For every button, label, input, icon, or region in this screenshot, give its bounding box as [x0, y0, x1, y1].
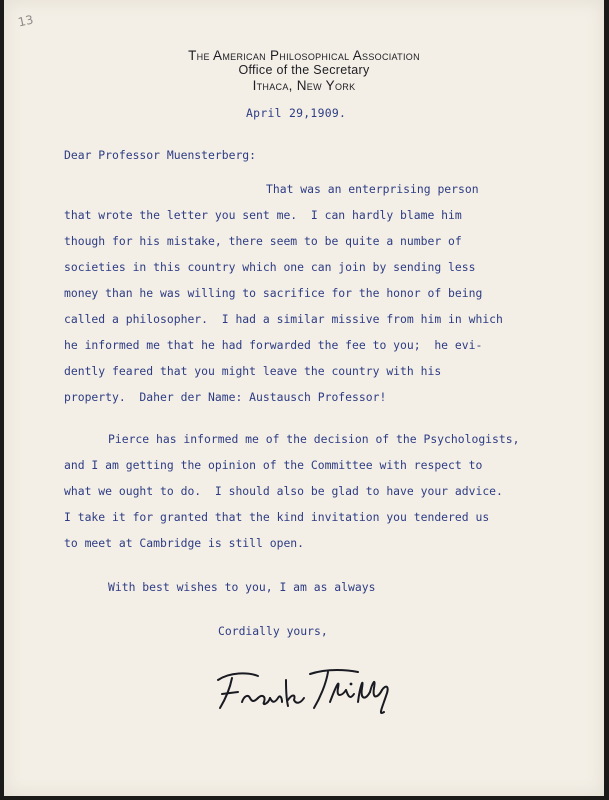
- body-line: called a philosopher. I had a similar missive from him in which: [64, 312, 503, 326]
- body-line: though for his mistake, there seem to be quite a number of: [64, 234, 462, 248]
- archive-number-annotation: 13: [16, 12, 35, 30]
- letter-date: April 29,1909.: [246, 106, 347, 120]
- letterhead: [4, 48, 604, 93]
- body-line: money than he was willing to sacrifice for the honor of being: [64, 286, 483, 300]
- letter-page: [4, 0, 604, 796]
- body-line: Pierce has informed me of the decision of the Psychologists,: [108, 432, 520, 446]
- body-line: what we ought to do. I should also be glad to have your advice.: [64, 484, 503, 498]
- body-line: and I am getting the opinion of the Committee with respect to: [64, 458, 483, 472]
- closing: Cordially yours,: [218, 624, 328, 638]
- body-line: to meet at Cambridge is still open.: [64, 536, 305, 550]
- body-line: societies in this country which one can join by sending less: [64, 260, 476, 274]
- body-line: property. Daher der Name: Austausch Professor!: [64, 390, 387, 404]
- letterhead-organization: The American Philosophical Association: [188, 48, 420, 63]
- body-line: That was an enterprising person: [266, 182, 479, 196]
- body-line: I take it for granted that the kind invitation you tendered us: [64, 510, 490, 524]
- body-line: he informed me that he had forwarded the fee to you; he evi-: [64, 338, 483, 352]
- body-line: With best wishes to you, I am as always: [108, 580, 376, 594]
- body-line: dently feared that you might leave the country with his: [64, 364, 442, 378]
- body-line: that wrote the letter you sent me. I can hardly blame him: [64, 208, 462, 222]
- handwritten-signature: [208, 658, 408, 718]
- letterhead-location: Ithaca, New York: [252, 78, 356, 93]
- salutation: Dear Professor Muensterberg:: [64, 148, 257, 162]
- letterhead-office: Office of the Secretary: [238, 63, 370, 77]
